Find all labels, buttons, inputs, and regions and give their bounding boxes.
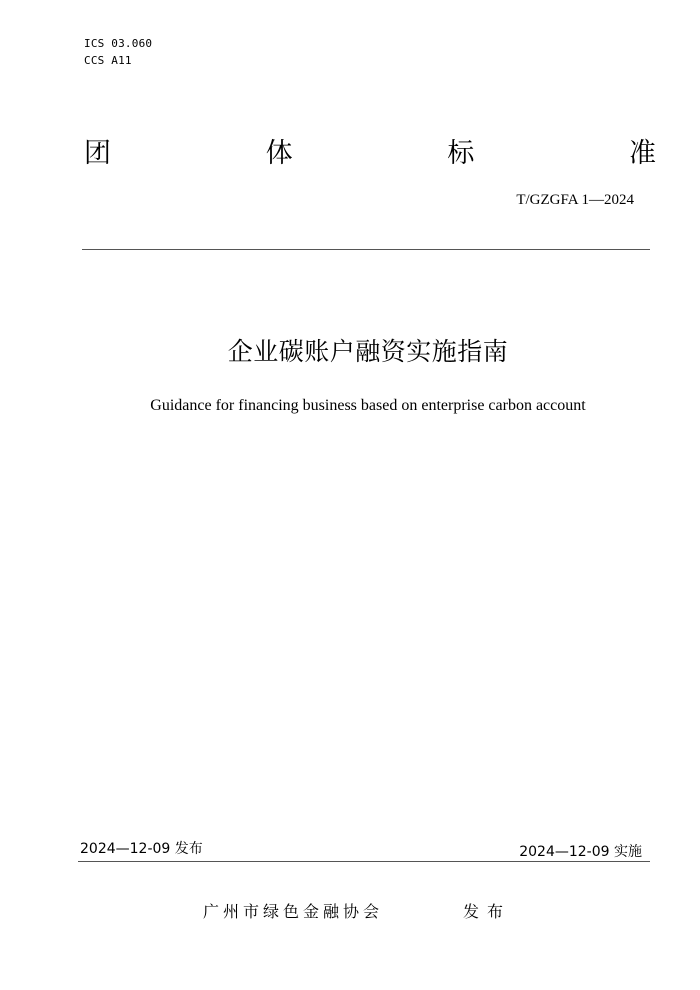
standard-type-char-2: 体 <box>265 138 293 169</box>
standard-number: T/GZGFA 1—2024 <box>516 192 634 208</box>
standard-type-char-1: 团 <box>84 138 111 169</box>
publisher-name: 广州市绿色金融协会 <box>203 902 384 921</box>
standard-type-heading <box>84 136 656 172</box>
top-divider <box>82 249 650 250</box>
ccs-code: CCS A11 <box>84 54 132 67</box>
bottom-divider <box>78 861 650 862</box>
ics-code: ICS 03.060 <box>84 37 153 50</box>
implementation-date: 2024—12-09 实施 <box>519 844 642 860</box>
issue-date: 2024—12-09 发布 <box>80 841 203 857</box>
title-chinese: 企业碳账户融资实施指南 <box>227 337 509 366</box>
publish-label: 发布 <box>463 902 512 921</box>
title-english: Guidance for financing business based on enterprise carbon account <box>150 397 586 414</box>
standard-type-char-3: 标 <box>447 138 475 169</box>
standard-type-char-4: 准 <box>628 138 656 169</box>
